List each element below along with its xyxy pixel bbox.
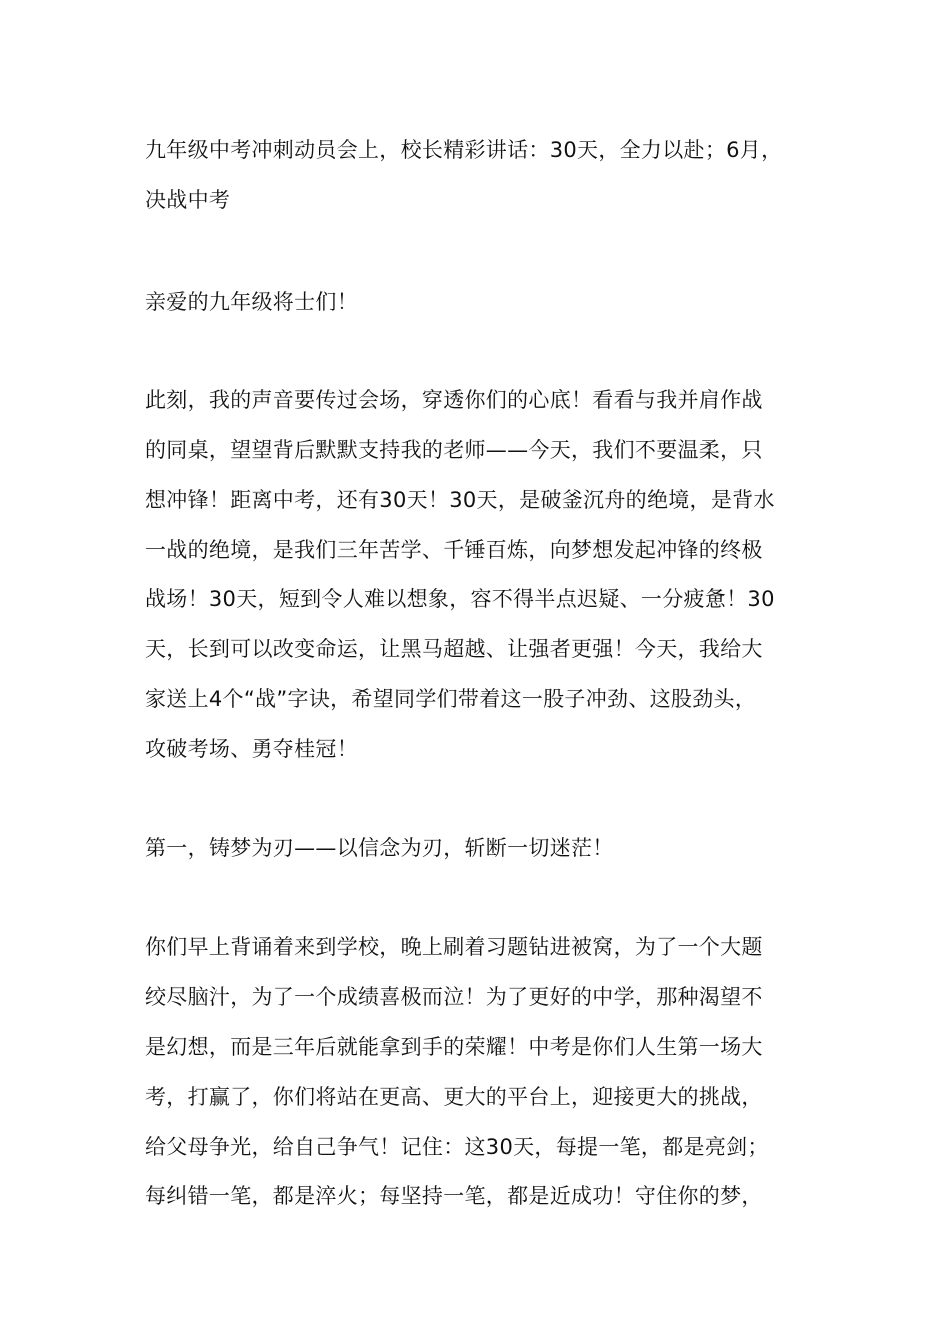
- paragraph2-line-6: 每纠错一笔，都是淬火；每坚持一笔，都是近成功！守住你的梦，: [145, 1184, 763, 1208]
- document-title-line-2: 决战中考: [145, 188, 231, 212]
- paragraph1-line-1: 此刻，我的声音要传过会场，穿透你们的心底！看看与我并肩作战: [145, 388, 763, 412]
- paragraph2-line-2: 绞尽脑汁，为了一个成绩喜极而泣！为了更好的中学，那种渴望不: [145, 985, 763, 1009]
- paragraph1-line-5: 战场！30天，短到令人难以想象，容不得半点迟疑、一分疲惫！30: [145, 587, 775, 611]
- paragraph2-line-3: 是幻想，而是三年后就能拿到手的荣耀！中考是你们人生第一场大: [145, 1035, 763, 1059]
- salutation: 亲爱的九年级将士们！: [145, 290, 358, 314]
- paragraph1-line-6: 天，长到可以改变命运，让黑马超越、让强者更强！今天，我给大: [145, 637, 763, 661]
- paragraph1-line-8: 攻破考场、勇夺桂冠！: [145, 737, 358, 761]
- paragraph2-line-1: 你们早上背诵着来到学校，晚上刷着习题钻进被窝，为了一个大题: [145, 935, 763, 959]
- paragraph1-line-2: 的同桌，望望背后默默支持我的老师——今天，我们不要温柔，只: [145, 438, 763, 462]
- section1-heading: 第一，铸梦为刃——以信念为刃，斩断一切迷茫！: [145, 836, 614, 860]
- paragraph2-line-5: 给父母争光，给自己争气！记住：这30天，每提一笔，都是亮剑；: [145, 1135, 769, 1159]
- document-title-line-1: 九年级中考冲刺动员会上，校长精彩讲话：30天，全力以赴；6月，: [145, 138, 783, 162]
- paragraph2-line-4: 考，打赢了，你们将站在更高、更大的平台上，迎接更大的挑战，: [145, 1085, 763, 1109]
- paragraph1-line-7: 家送上4个“战”字诀，希望同学们带着这一股子冲劲、这股劲头，: [145, 687, 757, 711]
- paragraph1-line-4: 一战的绝境，是我们三年苦学、千锤百炼，向梦想发起冲锋的终极: [145, 538, 763, 562]
- paragraph1-line-3: 想冲锋！距离中考，还有30天！30天，是破釜沉舟的绝境，是背水: [145, 488, 775, 512]
